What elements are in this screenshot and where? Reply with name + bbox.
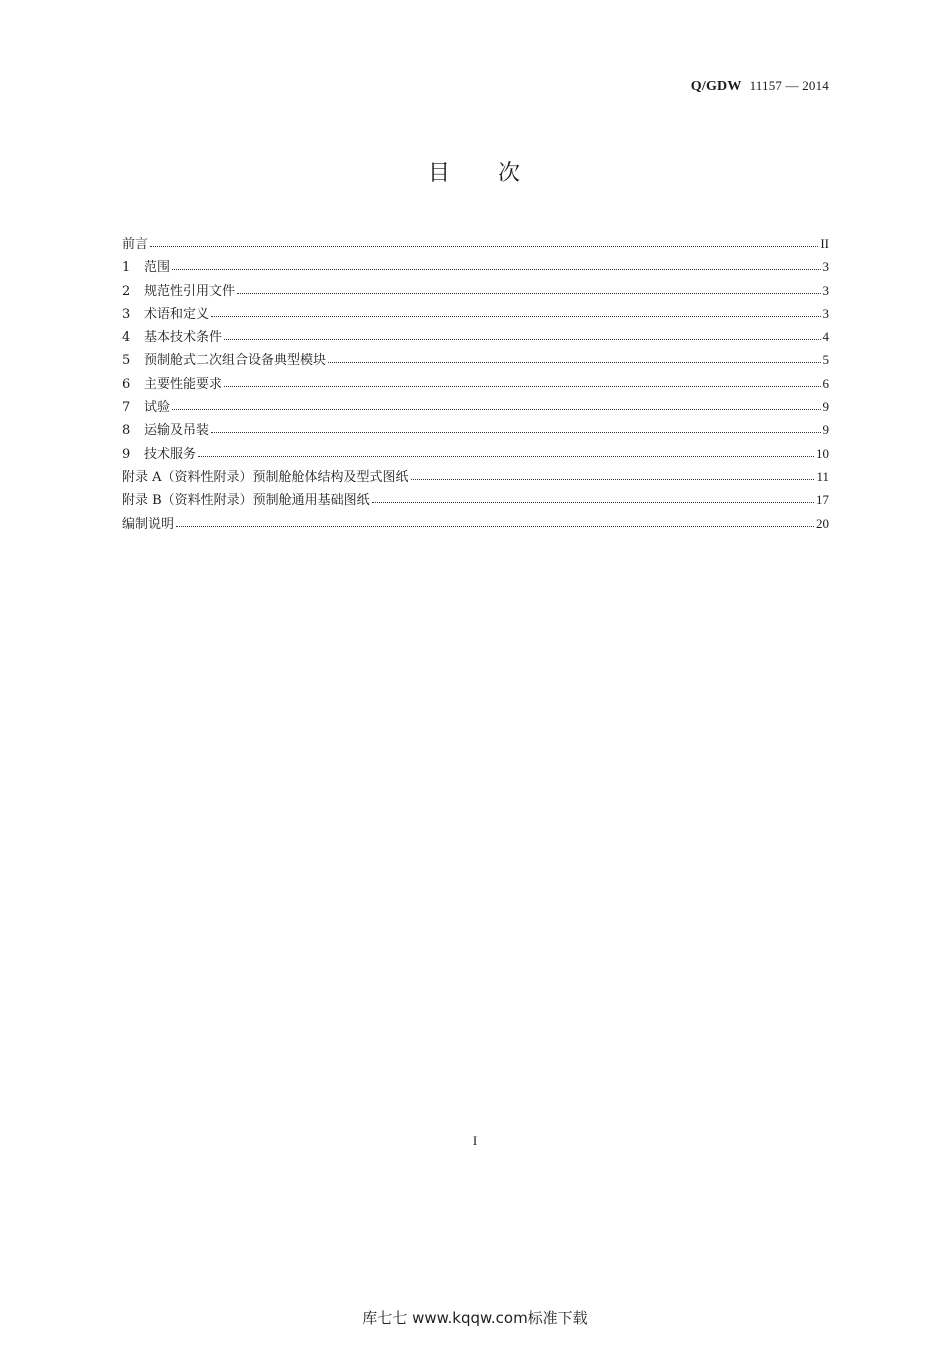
toc-entry-appendix-a[interactable] xyxy=(122,465,829,488)
toc-entry-page: 3 xyxy=(822,305,829,321)
toc-entry-page: 17 xyxy=(816,492,829,508)
toc-leader-dots xyxy=(176,518,814,528)
toc-leader-dots xyxy=(224,331,820,341)
page-title-char-2: 次 xyxy=(498,161,523,186)
toc-leader-dots xyxy=(211,308,820,318)
toc-entry-label: 范围 xyxy=(144,260,171,276)
download-watermark: 库七七 www.kqqw.com标准下载 xyxy=(362,1309,588,1327)
toc-entry-number: 5 xyxy=(122,353,131,369)
toc-entry-label: 运输及吊装 xyxy=(144,423,210,439)
toc-entry-page: 10 xyxy=(816,445,829,461)
toc-entry-page: 20 xyxy=(816,515,829,531)
page-title-char-1: 目 xyxy=(427,161,452,186)
toc-leader-dots xyxy=(372,494,814,504)
toc-entry-page: 6 xyxy=(822,375,829,391)
toc-entry-label: 前言 xyxy=(122,237,149,252)
toc-entry-label: 试验 xyxy=(144,400,171,416)
toc-leader-dots xyxy=(211,424,820,434)
toc-entry-terms-definitions[interactable] xyxy=(122,302,829,325)
toc-entry-foreword[interactable] xyxy=(122,232,829,255)
toc-entry-label: 主要性能要求 xyxy=(144,376,223,392)
toc-entry-label: 术语和定义 xyxy=(144,306,210,322)
page-number: I xyxy=(472,1133,478,1148)
toc-entry-page: 9 xyxy=(822,399,829,415)
page-title xyxy=(0,156,950,187)
toc-entry-number: 9 xyxy=(122,446,131,462)
toc-entry-label: 规范性引用文件 xyxy=(144,283,236,299)
toc-leader-dots xyxy=(237,285,820,295)
toc-entry-number: 7 xyxy=(122,400,131,416)
toc-entry-label: 附录 A（资料性附录）预制舱舱体结构及型式图纸 xyxy=(122,469,409,485)
toc-leader-dots xyxy=(172,261,820,271)
standard-code-number: 11157 — 2014 xyxy=(749,78,829,93)
toc-entry-number: 4 xyxy=(122,330,131,346)
standard-code xyxy=(691,78,829,95)
toc-entry-number: 8 xyxy=(122,423,131,439)
toc-entry-page: II xyxy=(820,236,829,251)
toc-entry-label: 预制舱式二次组合设备典型模块 xyxy=(144,353,327,369)
toc-entry-compilation-notes[interactable] xyxy=(122,512,829,535)
toc-leader-dots xyxy=(224,378,820,388)
toc-entry-label: 技术服务 xyxy=(144,446,197,462)
toc-leader-dots xyxy=(411,471,815,481)
toc-leader-dots xyxy=(198,448,814,458)
toc-entry-page: 3 xyxy=(822,282,829,298)
toc-entry-number: 1 xyxy=(122,260,131,276)
toc-entry-basic-technical-conditions[interactable] xyxy=(122,325,829,348)
toc-entry-transport-hoisting[interactable] xyxy=(122,418,829,441)
table-of-contents xyxy=(122,232,829,535)
toc-entry-number: 6 xyxy=(122,376,131,392)
toc-entry-typical-modules[interactable] xyxy=(122,348,829,371)
toc-entry-performance-requirements[interactable] xyxy=(122,372,829,395)
toc-leader-dots xyxy=(150,238,818,248)
toc-entry-appendix-b[interactable] xyxy=(122,488,829,511)
standard-code-prefix: Q/GDW xyxy=(690,79,742,94)
toc-leader-dots xyxy=(172,401,820,411)
toc-leader-dots xyxy=(328,354,820,364)
toc-entry-page: 11 xyxy=(816,468,829,484)
toc-entry-page: 3 xyxy=(822,259,829,275)
toc-entry-label: 编制说明 xyxy=(122,516,175,532)
toc-entry-tests[interactable] xyxy=(122,395,829,418)
toc-entry-technical-service[interactable] xyxy=(122,442,829,465)
toc-entry-label: 基本技术条件 xyxy=(144,330,223,346)
toc-entry-page: 4 xyxy=(822,329,829,345)
toc-entry-number: 2 xyxy=(122,283,131,299)
toc-entry-normative-references[interactable] xyxy=(122,279,829,302)
toc-entry-label: 附录 B（资料性附录）预制舱通用基础图纸 xyxy=(122,493,370,509)
toc-entry-number: 3 xyxy=(122,306,131,322)
toc-entry-page: 9 xyxy=(822,422,829,438)
toc-entry-page: 5 xyxy=(822,352,829,368)
toc-entry-scope[interactable] xyxy=(122,255,829,278)
